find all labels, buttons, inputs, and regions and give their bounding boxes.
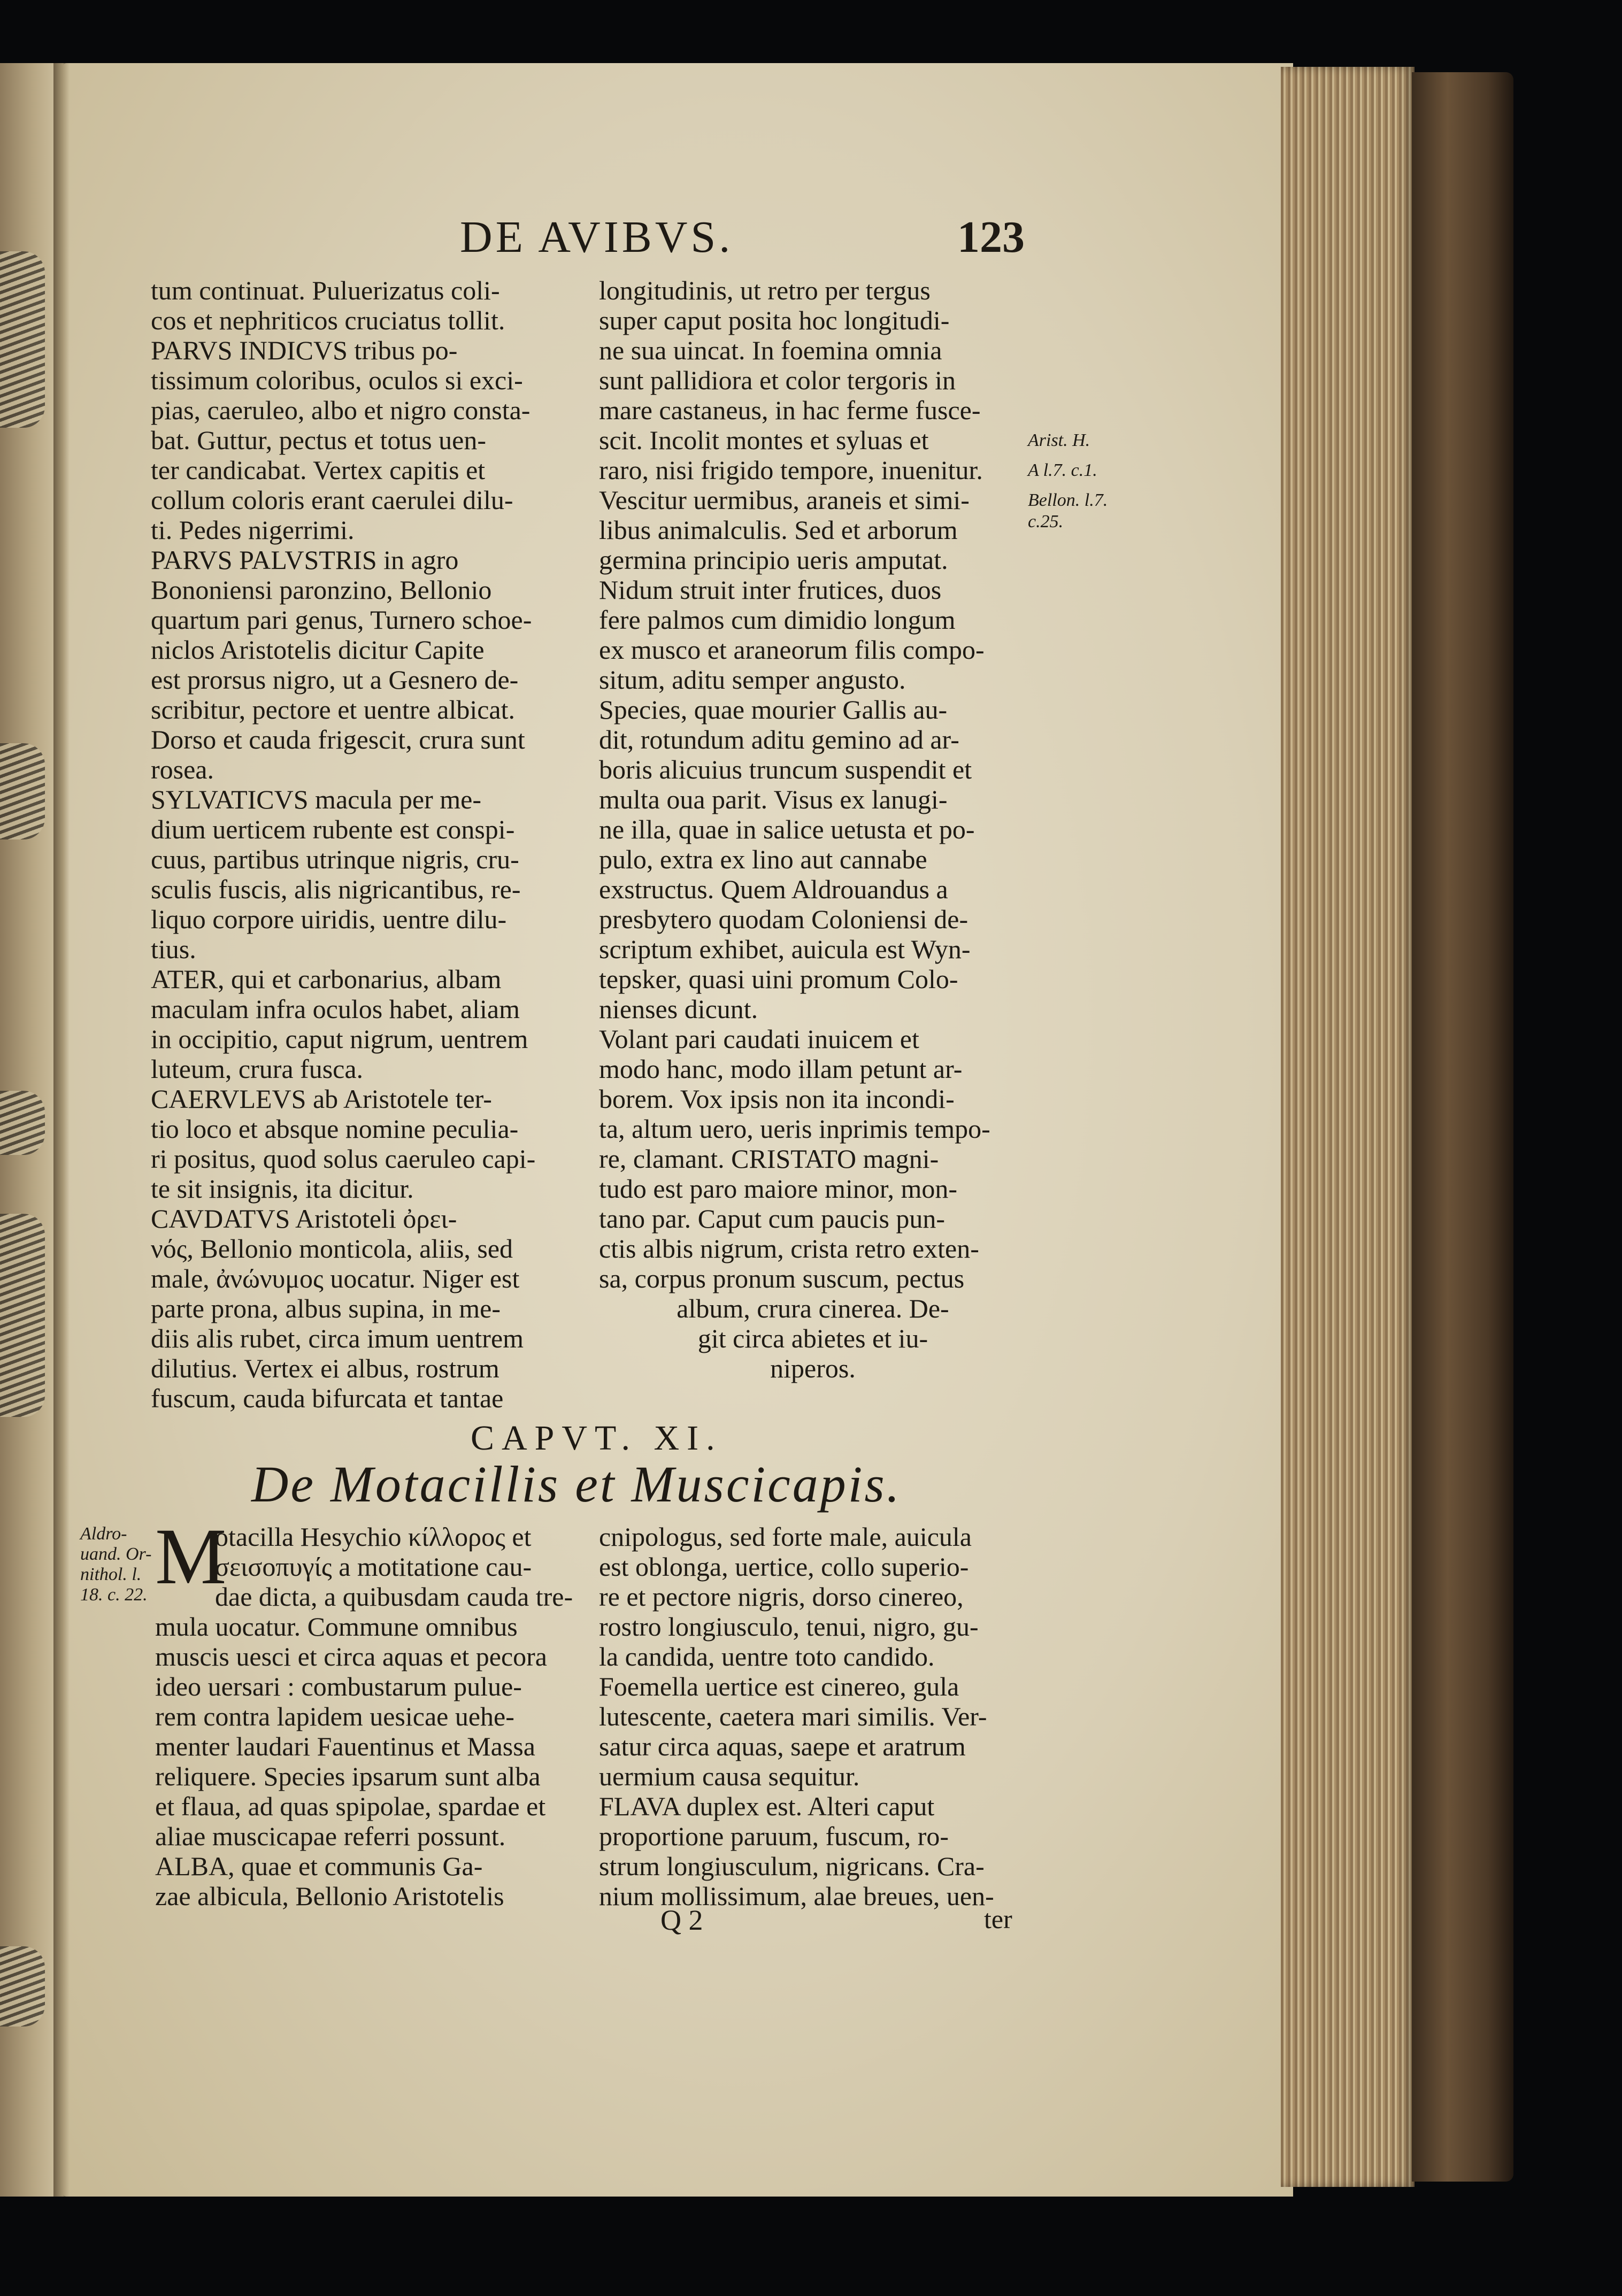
text-line: Species, quae mourier Gallis au- (599, 695, 948, 725)
chapter-right-column (599, 1522, 1027, 1911)
text-line: libus animalculis. Sed et arborum (599, 515, 958, 545)
text-line: tio loco et absque nomine peculia- (151, 1114, 519, 1144)
text-line: aliae muscicapae referri possunt. (155, 1821, 506, 1851)
bird-illustration-fragment (0, 251, 45, 428)
text-line: git circa abietes et iu- (697, 1323, 928, 1353)
text-line: parte prona, albus supina, in me- (151, 1293, 501, 1323)
text-line: niclos Aristotelis dicitur Capite (151, 635, 485, 665)
text-line: Foemella uertice est cinereo, gula (599, 1671, 959, 1701)
text-line: ter candicabat. Vertex capitis et (151, 455, 486, 485)
text-line: tudo est paro maiore minor, mon- (599, 1174, 958, 1204)
text-line: scribitur, pectore et uentre albicat. (151, 695, 516, 725)
text-line: scit. Incolit montes et syluas et (599, 425, 929, 455)
text-line: collum coloris erant caerulei dilu- (151, 485, 513, 515)
text-line: proportione paruum, fuscum, ro- (599, 1821, 949, 1851)
text-line: super caput posita hoc longitudi- (599, 305, 950, 335)
text-line: zae albicula, Bellonio Aristotelis (155, 1881, 504, 1911)
text-line: multa oua parit. Visus ex lanugi- (599, 784, 948, 814)
drop-cap: M (155, 1512, 227, 1601)
text-line: SYLVATICVS macula per me- (151, 784, 481, 814)
text-line: ATER, qui et carbonarius, albam (151, 964, 502, 994)
text-line: album, crura cinerea. De- (677, 1293, 949, 1323)
text-line: sculis fuscis, alis nigricantibus, re- (151, 874, 521, 904)
text-line: CAVDATVS Aristoteli ὀρει- (151, 1204, 457, 1234)
catchword: ter (984, 1904, 1012, 1934)
text-line: ideo uersari : combustarum pulue- (155, 1671, 522, 1701)
text-line: exstructus. Quem Aldrouandus a (599, 874, 948, 904)
gutter-shadow (53, 63, 70, 2197)
text-line: otacilla Hesychio κίλλορος et (215, 1522, 532, 1552)
text-line: situm, aditu semper angusto. (599, 665, 906, 695)
text-line: sa, corpus pronum suscum, pectus (599, 1263, 965, 1293)
margin-note-line: Arist. H. (1028, 430, 1090, 450)
left-margin-note (80, 1524, 151, 1605)
text-line: Volant pari caudati inuicem et (599, 1024, 919, 1054)
text-line: tepsker, quasi uini promum Colo- (599, 964, 958, 994)
page-edges (1281, 67, 1415, 2187)
text-line: boris alicuius truncum suspendit et (599, 754, 972, 784)
text-line: uermium causa sequitur. (599, 1761, 860, 1791)
chapter-left-column (155, 1512, 580, 1911)
margin-note-line: A l.7. c.1. (1028, 460, 1097, 480)
bird-illustration-fragment (0, 1214, 45, 1417)
signature-mark: Q 2 (660, 1904, 703, 1936)
text-line: la candida, uentre toto candido. (599, 1642, 935, 1671)
text-line: nienses dicunt. (599, 994, 758, 1024)
right-margin-note (1028, 430, 1108, 532)
page-number: 123 (957, 212, 1025, 262)
text-line: menter laudari Fauentinus et Massa (155, 1731, 535, 1761)
text-line: FLAVA duplex est. Alteri caput (599, 1791, 935, 1821)
margin-note-line: c.25. (1028, 512, 1064, 531)
text-line: rosea. (151, 754, 214, 784)
text-line: est oblonga, uertice, collo superio- (599, 1552, 969, 1582)
margin-note-line: uand. Or- (80, 1544, 152, 1564)
text-line: ti. Pedes nigerrimi. (151, 515, 355, 545)
text-line: rem contra lapidem uesicae uehe- (155, 1701, 514, 1731)
margin-note-line: Aldro- (80, 1524, 127, 1544)
text-line: pulo, extra ex lino aut cannabe (599, 844, 927, 874)
text-line: tum continuat. Puluerizatus coli- (151, 275, 500, 305)
text-line: ctis albis nigrum, crista retro exten- (599, 1234, 979, 1263)
text-line: nium mollissimum, alae breues, uen- (599, 1881, 994, 1911)
text-line: ALBA, quae et communis Ga- (155, 1851, 483, 1881)
text-line: cnipologus, sed forte male, auicula (599, 1522, 972, 1552)
book-cover (1412, 72, 1513, 2182)
text-line: mula uocatur. Commune omnibus (155, 1612, 518, 1642)
text-line: raro, nisi frigido tempore, inuenitur. (599, 455, 983, 485)
text-line: re et pectore nigris, dorso cinereo, (599, 1582, 964, 1612)
text-line: presbytero quodam Coloniensi de- (599, 904, 968, 934)
text-line: dium uerticem rubente est conspi- (151, 814, 515, 844)
bird-illustration-fragment (0, 743, 45, 839)
text-line: mare castaneus, in hac ferme fusce- (599, 395, 981, 425)
text-line: germina principio ueris amputat. (599, 545, 948, 575)
text-line: Vescitur uermibus, araneis et simi- (599, 485, 970, 515)
text-line: luteum, crura fusca. (151, 1054, 364, 1084)
text-line: maculam infra oculos habet, aliam (151, 994, 520, 1024)
text-line: sunt pallidiora et color tergoris in (599, 365, 956, 395)
margin-note-line: Bellon. l.7. (1028, 490, 1108, 510)
text-line: re, clamant. CRISTATO magni- (599, 1144, 939, 1174)
left-text-column (151, 275, 579, 1413)
text-line: strum longiusculum, nigricans. Cra- (599, 1851, 985, 1881)
text-line: bat. Guttur, pectus et totus uen- (151, 425, 487, 455)
text-line: borem. Vox ipsis non ita incondi- (599, 1084, 955, 1114)
text-line: cos et nephriticos cruciatus tollit. (151, 305, 505, 335)
text-line: liquo corpore uiridis, uentre dilu- (151, 904, 507, 934)
text-line: modo hanc, modo illam petunt ar- (599, 1054, 963, 1084)
text-line: Bononiensi paronzino, Bellonio (151, 575, 492, 605)
text-line: male, ἀνώνυμος uocatur. Niger est (151, 1263, 520, 1293)
text-line: Nidum struit inter frutices, duos (599, 575, 942, 605)
text-line: fere palmos cum dimidio longum (599, 605, 956, 635)
text-line: longitudinis, ut retro per tergus (599, 275, 931, 305)
text-line: CAERVLEVS ab Aristotele ter- (151, 1084, 492, 1114)
text-line: quartum pari genus, Turnero schoe- (151, 605, 532, 635)
text-line: dit, rotundum aditu gemino ad ar- (599, 725, 959, 754)
text-line: lutescente, caetera mari similis. Ver- (599, 1701, 987, 1731)
text-line: satur circa aquas, saepe et aratrum (599, 1731, 966, 1761)
text-line: diis alis rubet, circa imum uentrem (151, 1323, 524, 1353)
text-line: dilutius. Vertex ei albus, rostrum (151, 1353, 499, 1383)
text-line: pias, caeruleo, albo et nigro consta- (151, 395, 531, 425)
text-line: νός, Bellonio monticola, aliis, sed (151, 1234, 513, 1263)
margin-note-line: 18. c. 22. (80, 1585, 148, 1605)
text-line: rostro longiusculo, tenui, nigro, gu- (599, 1612, 979, 1642)
text-line: ri positus, quod solus caeruleo capi- (151, 1144, 536, 1174)
text-line: Dorso et cauda frigescit, crura sunt (151, 725, 525, 754)
bird-illustration-fragment (0, 1946, 45, 2027)
text-line: reliquere. Species ipsarum sunt alba (155, 1761, 541, 1791)
chapter-heading: CAPVT. XI. (471, 1419, 722, 1458)
text-line: fuscum, cauda bifurcata et tantae (151, 1383, 504, 1413)
text-line: ne sua uincat. In foemina omnia (599, 335, 942, 365)
text-line: ex musco et araneorum filis compo- (599, 635, 985, 665)
text-line: tissimum coloribus, oculos si exci- (151, 365, 523, 395)
text-line: niperos. (770, 1353, 856, 1383)
text-line: PARVS PALVSTRIS in agro (151, 545, 459, 575)
text-line: ta, altum uero, ueris inprimis tempo- (599, 1114, 990, 1144)
bird-illustration-fragment (0, 1091, 45, 1155)
chapter-title: De Motacillis et Muscicapis. (251, 1455, 902, 1513)
text-line: est prorsus nigro, ut a Gesnero de- (151, 665, 519, 695)
text-line: dae dicta, a quibusdam cauda tre- (215, 1582, 573, 1612)
running-title: DE AVIBVS. (460, 212, 734, 262)
right-text-column (599, 275, 1027, 1383)
text-line: in occipitio, caput nigrum, uentrem (151, 1024, 528, 1054)
text-line: ne illa, quae in salice uetusta et po- (599, 814, 975, 844)
text-line: et flaua, ad quas spipolae, spardae et (155, 1791, 546, 1821)
text-line: cuus, partibus utrinque nigris, cru- (151, 844, 519, 874)
text-line: te sit insignis, ita dicitur. (151, 1174, 414, 1204)
text-line: scriptum exhibet, auicula est Wyn- (599, 934, 971, 964)
text-line: σεισοπυγίς a motitatione cau- (215, 1552, 532, 1582)
text-line: muscis uesci et circa aquas et pecora (155, 1642, 547, 1671)
margin-note-line: nithol. l. (80, 1565, 142, 1584)
text-line: PARVS INDICVS tribus po- (151, 335, 458, 365)
text-line: tano par. Caput cum paucis pun- (599, 1204, 945, 1234)
text-line: tius. (151, 934, 196, 964)
